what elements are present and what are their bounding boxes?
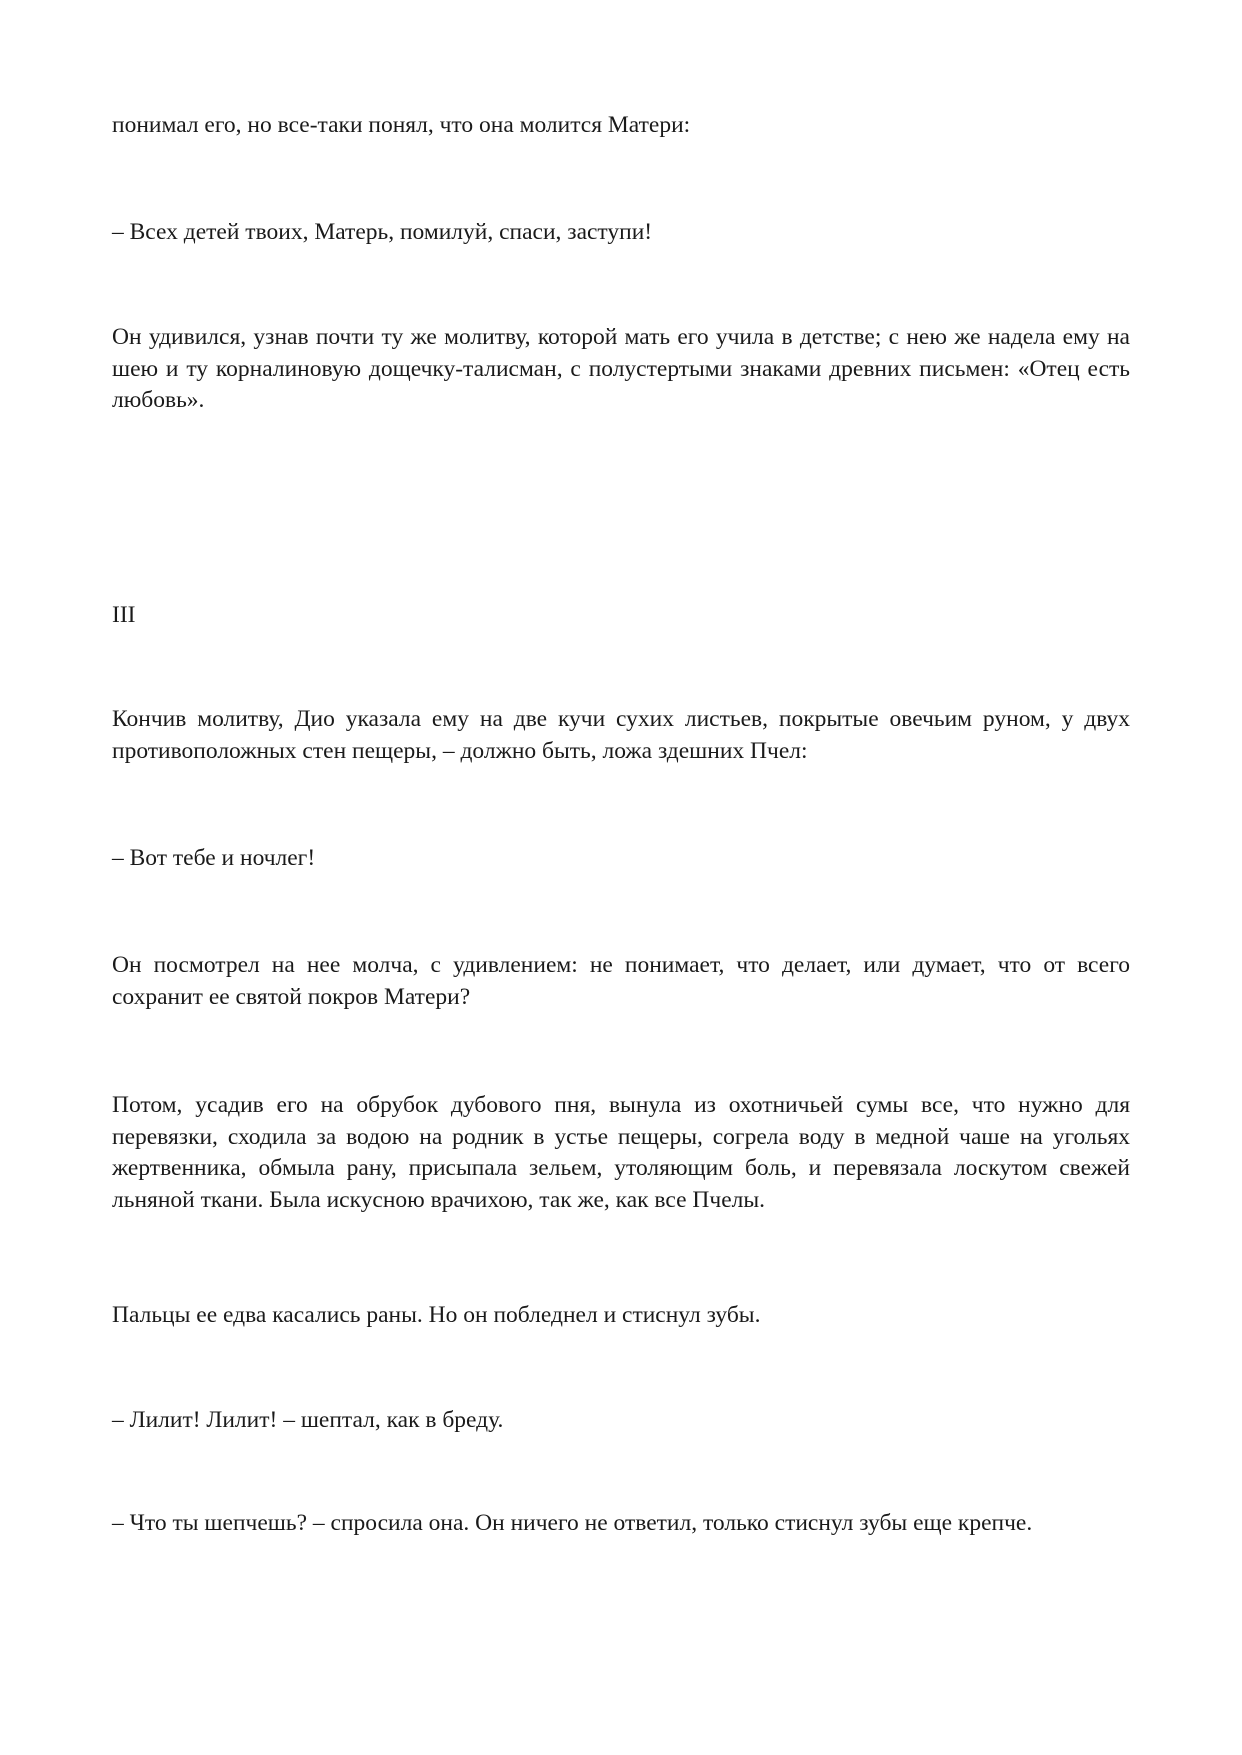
paragraph: Пальцы ее едва касались раны. Но он побледнел и стиснул зубы.: [112, 1302, 761, 1328]
dialogue-line: – Всех детей твоих, Матерь, помилуй, спаси, заступи!: [112, 219, 653, 245]
dialogue-line: – Что ты шепчешь? – спросила она. Он ничего не ответил, только стиснул зубы еще крепче.: [112, 1510, 1033, 1536]
paragraph: Он удивился, узнав почти ту же молитву, которой мать его учила в детстве; с нею же надела ему на шею и ту корналиновую дощечку-талисман, с полустертыми знаками древних письмен: «Отец есть любовь».: [112, 324, 1130, 413]
chapter-heading: III: [112, 602, 136, 628]
paragraph: Потом, усадив его на обрубок дубового пня, вынула из охотничьей сумы все, что нужно для перевязки, сходила за водою на родник в устье пещеры, согрела воду в медной чаше на угольях жертвенника, обмыла рану, присыпала зельем, утоляющим боль, и перевязала лоскутом свежей льняной ткани. Была искусною врачихою, так же, как все Пчелы.: [112, 1092, 1130, 1213]
dialogue-line: – Лилит! Лилит! – шептал, как в бреду.: [112, 1407, 504, 1433]
dialogue-line: – Вот тебе и ночлег!: [112, 845, 316, 871]
paragraph: Кончив молитву, Дио указала ему на две кучи сухих листьев, покрытые овечьим руном, у двух противоположных стен пещеры, – должно быть, ложа здешних Пчел:: [112, 706, 1130, 764]
paragraph: Он посмотрел на нее молча, с удивлением: не понимает, что делает, или думает, что от всего сохранит ее святой покров Матери?: [112, 952, 1130, 1010]
paragraph: понимал его, но все-таки понял, что она молится Матери:: [112, 112, 691, 138]
